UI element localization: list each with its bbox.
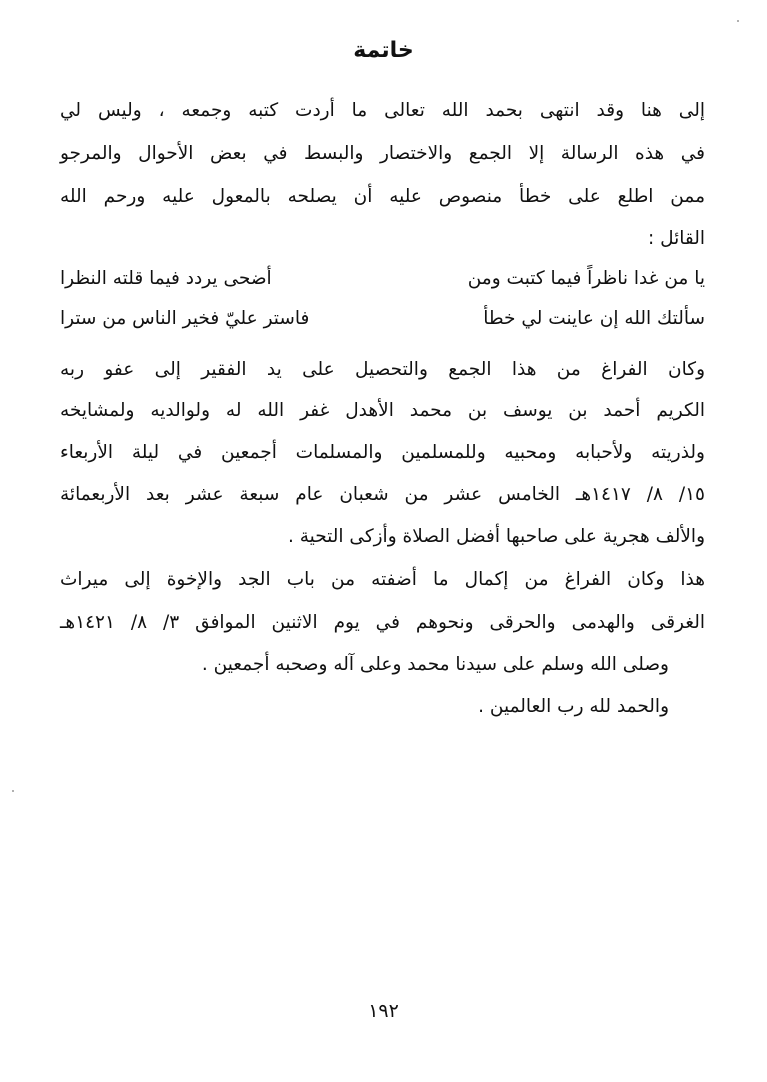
verse-first-hemistich: سألتك الله إن عاينت لي خطأ: [483, 308, 705, 329]
scan-speck: [12, 790, 14, 792]
verse-second-hemistich: فاستر عليّ فخير الناس من سترا: [60, 308, 310, 329]
page-number: ١٩٢: [368, 1000, 399, 1022]
verse-second-hemistich: أضحى يردد فيما قلته النظرا: [60, 268, 272, 289]
verse-line: [60, 266, 705, 292]
paragraph-line: والألف هجرية على صاحبها أفضل الصلاة وأزكى التحية .: [287, 526, 705, 547]
paragraph-line: في هذه الرسالة إلا الجمع والاختصار والبسط في بعض الأحوال والمرجو: [60, 143, 705, 164]
paragraph-line: القائل :: [647, 228, 705, 249]
verse-line: [60, 306, 705, 332]
verse-first-hemistich: يا من غدا ناظراً فيما كتبت ومن: [467, 268, 705, 289]
paragraph-line: وكان الفراغ من هذا الجمع والتحصيل على يد الفقير إلى عفو ربه: [60, 359, 705, 380]
paragraph-line: ولذريته ولأحبابه ومحبيه وللمسلمين والمسلمات أجمعين في ليلة الأربعاء: [60, 442, 705, 463]
paragraph-line: الغرقى والهدمى والحرقى ونحوهم في يوم الاثنين الموافق ٣/ ٨/ ١٤٢١هـ: [60, 612, 705, 633]
page-title: خاتمة: [353, 38, 414, 63]
paragraph-line: وصلى الله وسلم على سيدنا محمد وعلى آله وصحبه أجمعين .: [201, 654, 669, 675]
paragraph-line: هذا وكان الفراغ من إكمال ما أضفته من باب الجد والإخوة إلى ميراث: [60, 569, 705, 590]
paragraph-line: إلى هنا وقد انتهى بحمد الله تعالى ما أردت كتبه وجمعه ، وليس لي: [60, 100, 705, 121]
paragraph-line: الكريم أحمد بن يوسف بن محمد الأهدل غفر الله له ولوالديه ولمشايخه: [60, 400, 705, 421]
scan-speck: [737, 20, 739, 22]
paragraph-line: ممن اطلع على خطأ منصوص عليه أن يصلحه بالمعول عليه ورحم الله: [60, 186, 705, 207]
paragraph-line: ١٥/ ٨/ ١٤١٧هـ الخامس عشر من شعبان عام سبعة عشر بعد الأربعمائة: [60, 484, 705, 505]
paragraph-line: والحمد لله رب العالمين .: [478, 696, 669, 717]
